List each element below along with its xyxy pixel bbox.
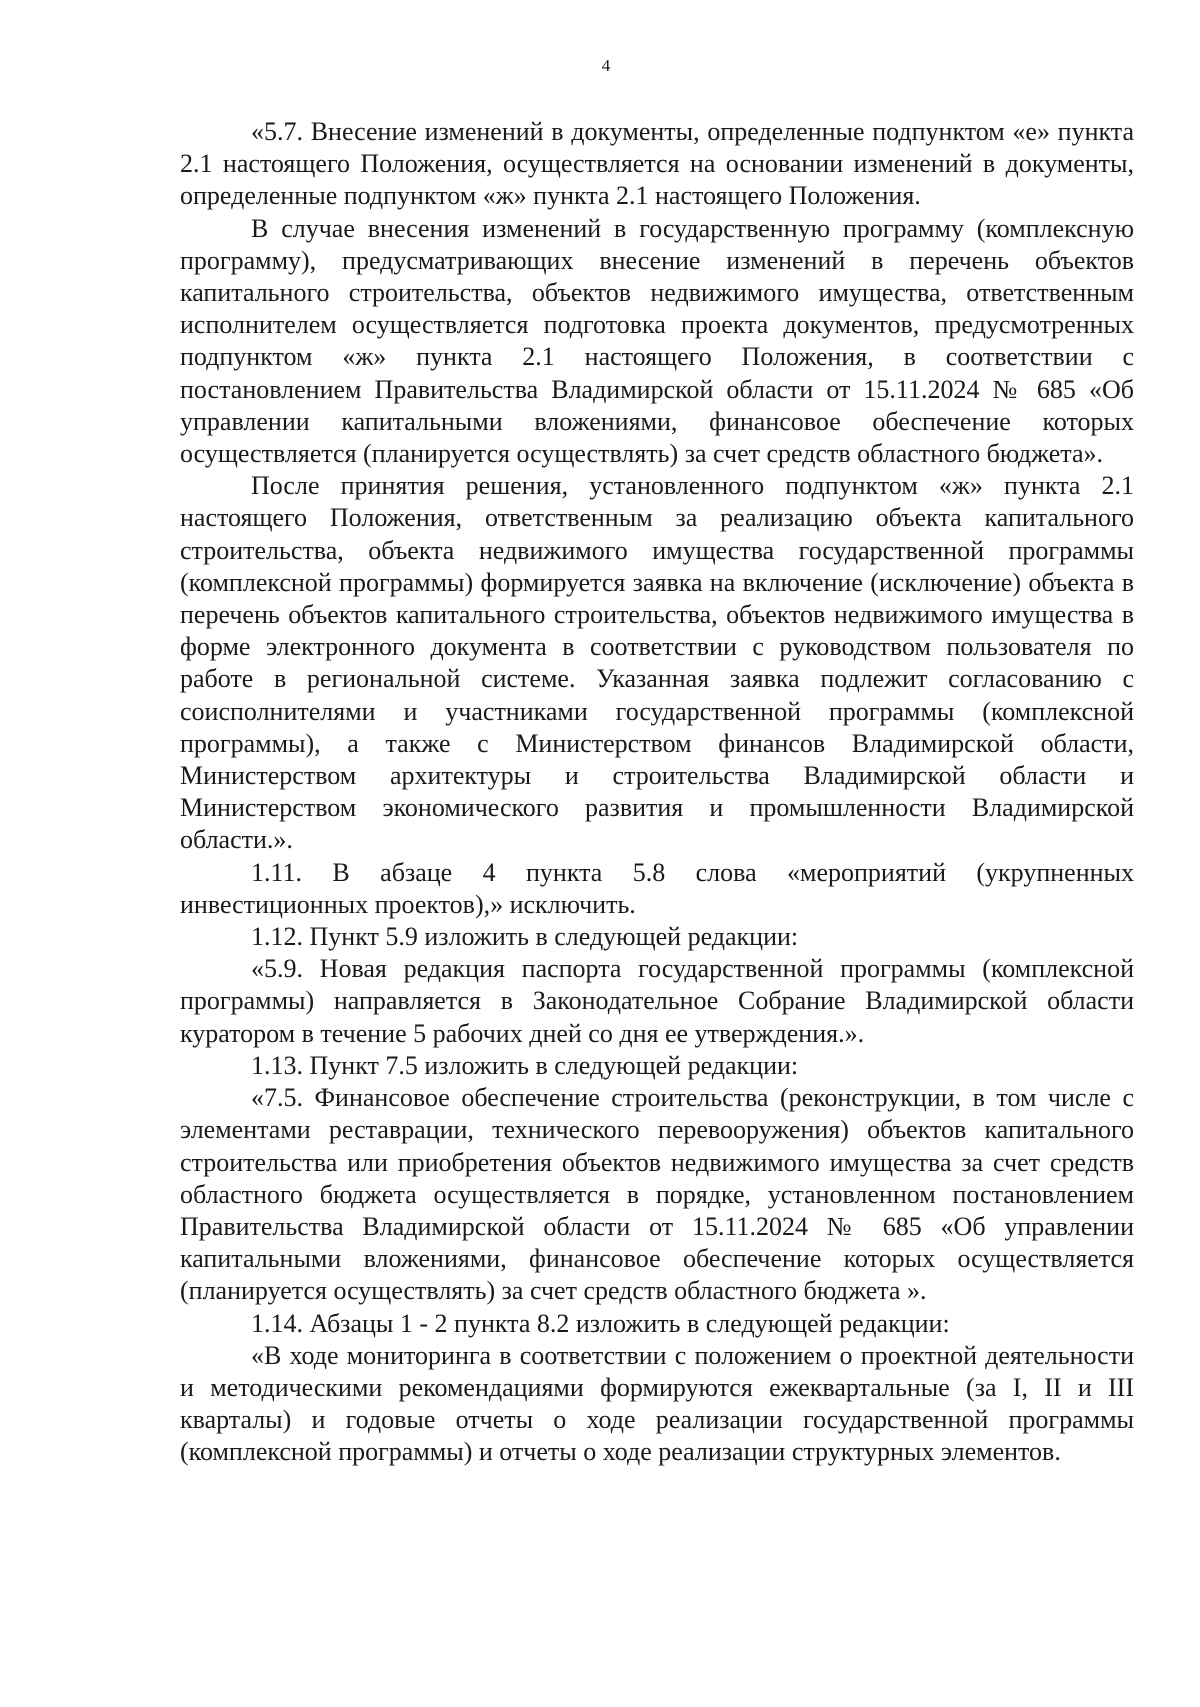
- document-body: [180, 116, 1134, 1469]
- paragraph-1-11: 1.11. В абзаце 4 пункта 5.8 слова «мероприятий (укрупненных инвестиционных проектов),» исключить.: [180, 857, 1134, 919]
- paragraph-5-9: «5.9. Новая редакция паспорта государственной программы (комплексной программы) направляется в Законодательное Собрание Владимирской области куратором в течение 5 рабочих дней со дня ее утверждения.».: [180, 954, 1134, 1048]
- page-number: 4: [601, 56, 611, 75]
- paragraph-5-7: «5.7. Внесение изменений в документы, определенные подпунктом «е» пункта 2.1 настоящего Положения, осуществляется на основании изменений в документы, определенные подпунктом «ж» пункта 2.1 настоящего Положения.: [180, 117, 1134, 211]
- paragraph-7-5: «7.5. Финансовое обеспечение строительства (реконструкции, в том числе с элементами реставрации, технического перевооружения) объектов капитального строительства или приобретения объектов недвижимого имущества за счет средств областного бюджета осуществляется в порядке, установленном постановлением Правительства Владимирской области от 15.11.2024 № 685 «Об управлении капитальными вложениями, финансовое обеспечение которых осуществляется (планируется осуществлять) за счет средств областного бюджета ».: [180, 1083, 1134, 1306]
- paragraph-1-12: 1.12. Пункт 5.9 изложить в следующей редакции:: [251, 922, 799, 952]
- paragraph-1-13: 1.13. Пункт 7.5 изложить в следующей редакции:: [251, 1050, 799, 1080]
- paragraph-after-decision: После принятия решения, установленного подпунктом «ж» пункта 2.1 настоящего Положения, ответственным за реализацию объекта капитального строительства, объекта недвижимого имущества государственной программы (комплексной программы) формируется заявка на включение (исключение) объекта в перечень объектов капитального строительства, объектов недвижимого имущества в форме электронного документа в соответствии с руководством пользователя по работе в региональной системе. Указанная заявка подлежит согласованию с соисполнителями и участниками государственной программы (комплексной программы), а также с Министерством финансов Владимирской области, Министерством архитектуры и строительства Владимирской области и Министерством экономического развития и промышленности Владимирской области.».: [180, 471, 1134, 855]
- paragraph-1-14: 1.14. Абзацы 1 - 2 пункта 8.2 изложить в следующей редакции:: [251, 1308, 950, 1338]
- paragraph-change-case: В случае внесения изменений в государственную программу (комплексную программу), предусматривающих внесение изменений в перечень объектов капитального строительства, объектов недвижимого имущества, ответственным исполнителем осуществляется подготовка проекта документов, предусмотренных подпунктом «ж» пункта 2.1 настоящего Положения, в соответствии с постановлением Правительства Владимирской области от 15.11.2024 № 685 «Об управлении капитальными вложениями, финансовое обеспечение которых осуществляется (планируется осуществлять) за счет средств областного бюджета».: [180, 213, 1134, 469]
- paragraph-monitoring: «В ходе мониторинга в соответствии с положением о проектной деятельности и методическими рекомендациями формируются ежеквартальные (за I, II и III кварталы) и годовые отчеты о ходе реализации государственной программы (комплексной программы) и отчеты о ходе реализации структурных элементов.: [180, 1340, 1134, 1467]
